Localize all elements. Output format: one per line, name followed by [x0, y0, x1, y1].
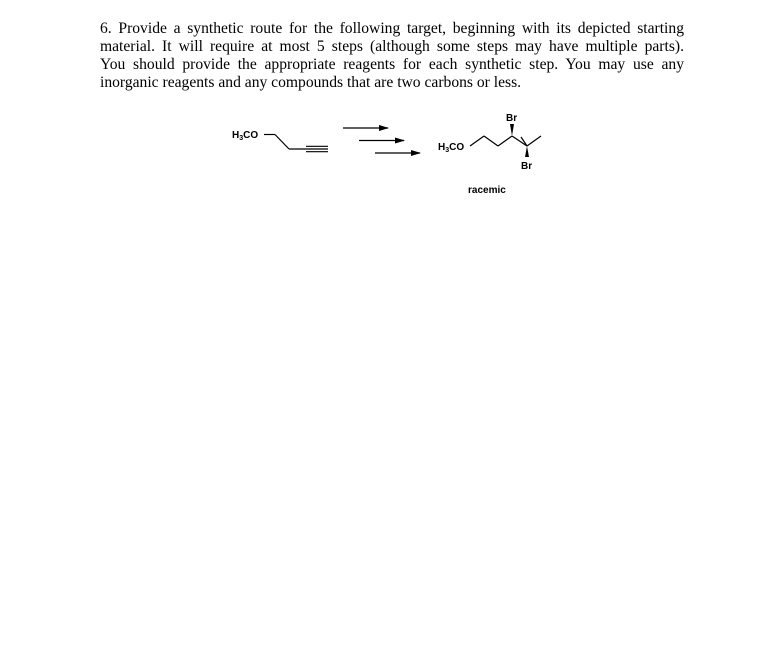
target-bond-2	[484, 136, 498, 146]
starting-material	[232, 130, 328, 152]
bromine-label-bottom: Br	[521, 161, 533, 172]
question-line-2: material. It will require at most 5 steps (although some steps may have multiple parts).	[100, 38, 684, 55]
bond-ch2-ch2	[275, 135, 289, 150]
starting-material-methoxy-label: $H_3CO$	[232, 130, 259, 142]
target-bond-5	[527, 136, 541, 146]
target-methoxy-label: $H_3CO$	[438, 142, 465, 154]
wedge-bond-bottom	[525, 146, 529, 157]
bromine-label-top: Br	[506, 113, 518, 124]
target-carbon-chain	[470, 136, 541, 146]
wedge-bond-top	[510, 124, 514, 136]
target-bond-4	[512, 136, 527, 146]
question-line-1: 6. Provide a synthetic route for the following target, beginning with its depicted starting	[100, 20, 684, 37]
question-line-4: inorganic reagents and any compounds that are two carbons or less.	[100, 74, 522, 91]
stereo-note-racemic: racemic	[468, 185, 506, 196]
target-product	[438, 113, 541, 172]
question-line-3: You should provide the appropriate reagents for each synthetic step. You may use any	[100, 56, 684, 73]
target-bond-1	[470, 136, 484, 146]
reaction-arrows	[343, 128, 420, 153]
target-bond-3	[498, 136, 512, 146]
